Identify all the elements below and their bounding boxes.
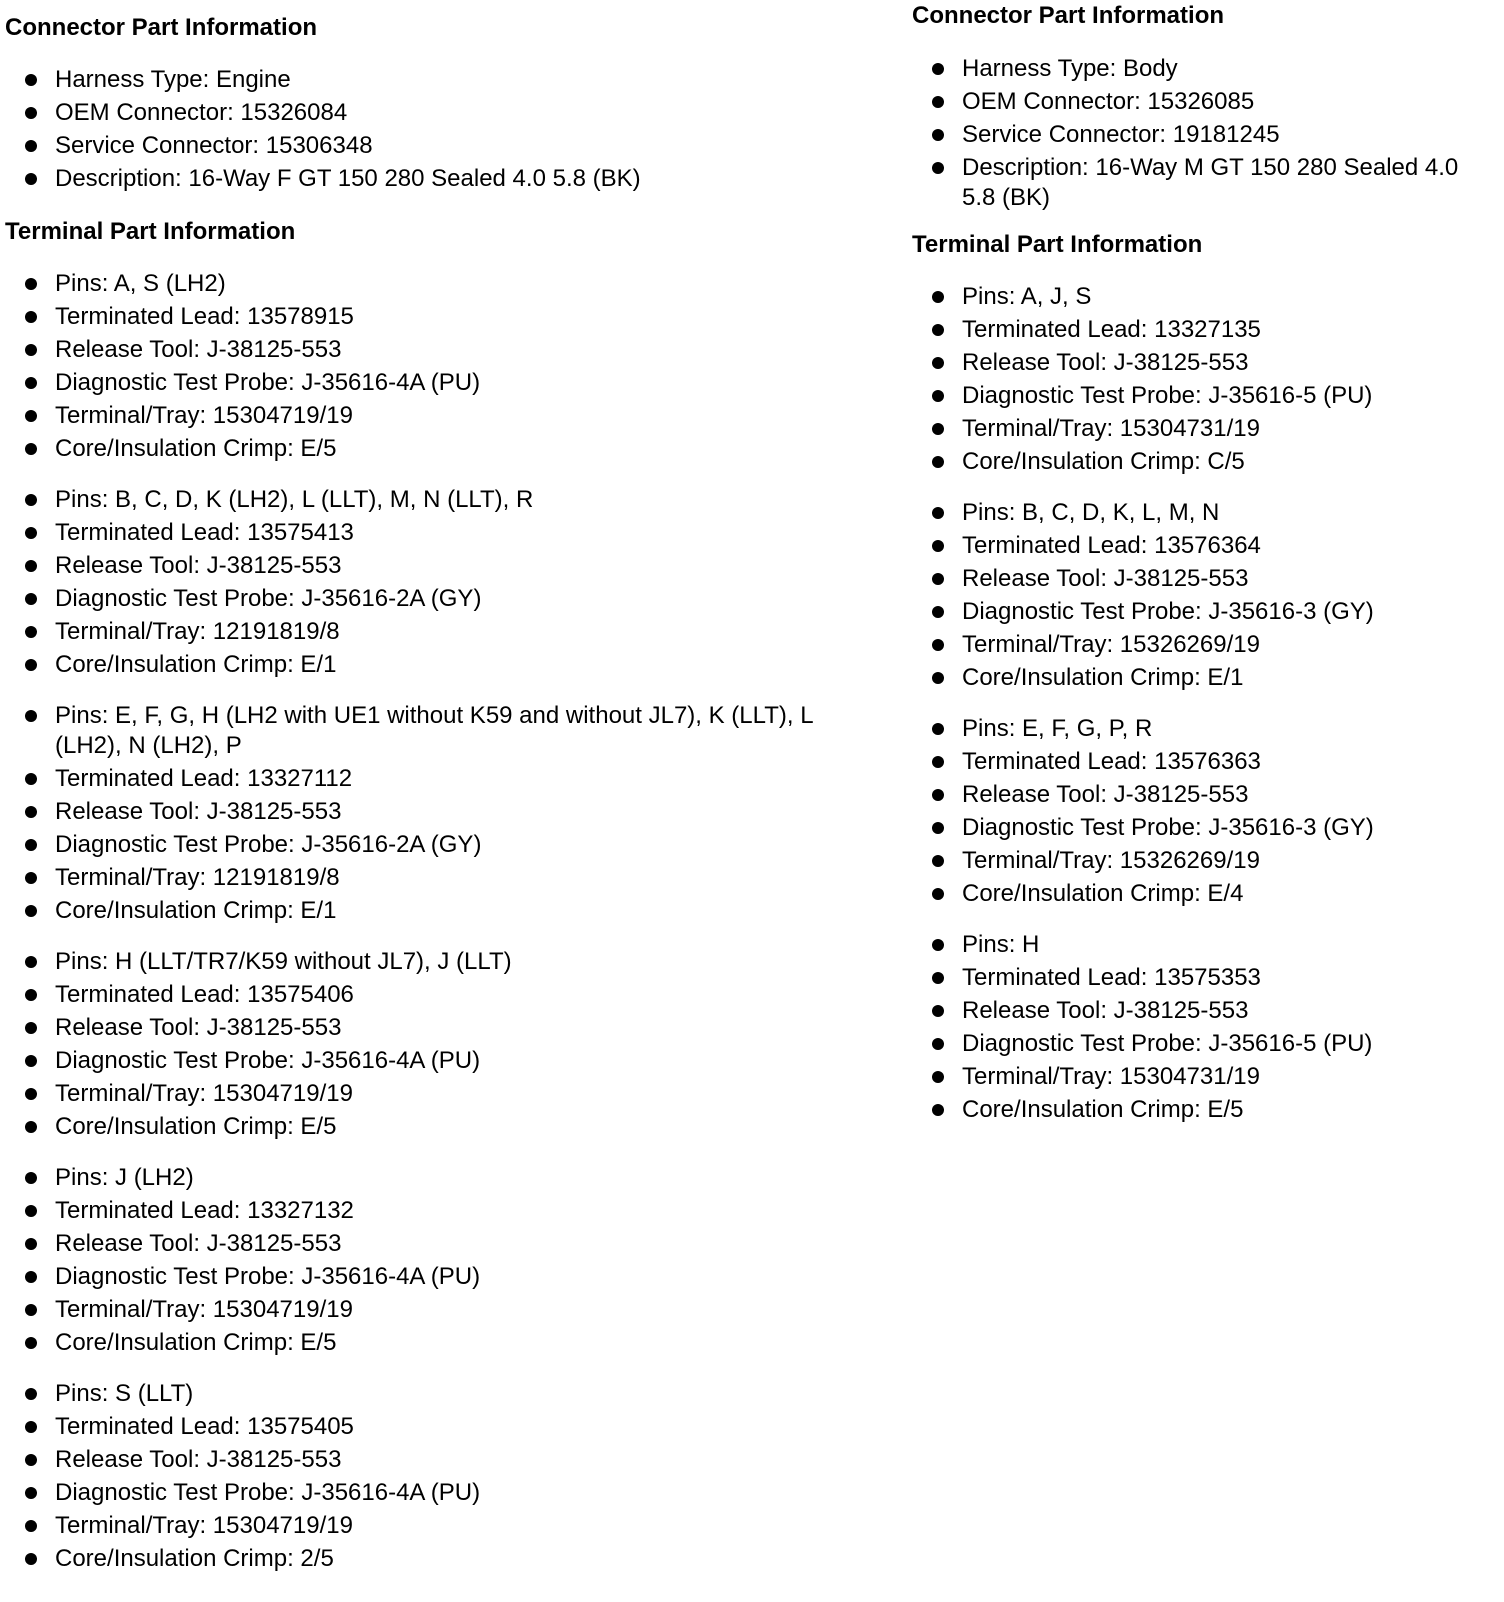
list-item: Release Tool: J-38125-553 [912, 780, 1492, 810]
list-item: Release Tool: J-38125-553 [5, 551, 865, 581]
list-item: Pins: J (LH2) [5, 1163, 865, 1193]
list-item: Terminal/Tray: 15304719/19 [5, 1295, 865, 1325]
list-item: Terminated Lead: 13575405 [5, 1412, 865, 1442]
list-item: Diagnostic Test Probe: J-35616-2A (GY) [5, 830, 865, 860]
list-item: Release Tool: J-38125-553 [5, 1229, 865, 1259]
terminal-group-4 [5, 947, 865, 1142]
list-item: Terminated Lead: 13576364 [912, 531, 1492, 561]
list-item: Release Tool: J-38125-553 [5, 1013, 865, 1043]
terminal-group-1 [912, 282, 1492, 477]
list-item: Terminal/Tray: 15304719/19 [5, 1511, 865, 1541]
list-item: Release Tool: J-38125-553 [5, 1445, 865, 1475]
left-connector-column [5, 0, 865, 1577]
list-item: Release Tool: J-38125-553 [912, 348, 1492, 378]
list-item: Diagnostic Test Probe: J-35616-3 (GY) [912, 597, 1492, 627]
terminal-group-1 [5, 269, 865, 464]
list-item: Pins: A, S (LH2) [5, 269, 865, 299]
list-item: Diagnostic Test Probe: J-35616-4A (PU) [5, 368, 865, 398]
list-item: Release Tool: J-38125-553 [5, 335, 865, 365]
list-item: Terminal/Tray: 15304719/19 [5, 401, 865, 431]
list-item: Release Tool: J-38125-553 [912, 564, 1492, 594]
list-item: Pins: H (LLT/TR7/K59 without JL7), J (LLT) [5, 947, 865, 977]
list-item: Pins: S (LLT) [5, 1379, 865, 1409]
list-item: Terminated Lead: 13578915 [5, 302, 865, 332]
list-item: Core/Insulation Crimp: E/1 [5, 896, 865, 926]
list-item: Core/Insulation Crimp: E/4 [912, 879, 1492, 909]
list-item: Pins: B, C, D, K (LH2), L (LLT), M, N (LLT), R [5, 485, 865, 515]
list-item: Core/Insulation Crimp: C/5 [912, 447, 1492, 477]
terminal-group-2 [912, 498, 1492, 693]
list-item: Pins: E, F, G, H (LH2 with UE1 without K59 and without JL7), K (LLT), L (LH2), N (LH2), P [5, 701, 865, 761]
list-item: Description: 16-Way M GT 150 280 Sealed 4.0 5.8 (BK) [912, 153, 1492, 213]
list-item: Core/Insulation Crimp: 2/5 [5, 1544, 865, 1574]
list-item: Description: 16-Way F GT 150 280 Sealed 4.0 5.8 (BK) [5, 164, 865, 194]
list-item: Diagnostic Test Probe: J-35616-4A (PU) [5, 1046, 865, 1076]
list-item: Pins: H [912, 930, 1492, 960]
terminal-group-3 [912, 714, 1492, 909]
connector-info-list [5, 65, 865, 194]
list-item: Terminated Lead: 13327132 [5, 1196, 865, 1226]
list-item: Core/Insulation Crimp: E/5 [5, 434, 865, 464]
terminal-group-4 [912, 930, 1492, 1125]
list-item: Release Tool: J-38125-553 [912, 996, 1492, 1026]
list-item: Core/Insulation Crimp: E/1 [912, 663, 1492, 693]
terminal-group-6 [5, 1379, 865, 1574]
right-connector-column [912, 0, 1492, 1128]
terminal-group-5 [5, 1163, 865, 1358]
list-item: Terminated Lead: 13576363 [912, 747, 1492, 777]
list-item: Harness Type: Engine [5, 65, 865, 95]
list-item: Terminal/Tray: 15304731/19 [912, 1062, 1492, 1092]
list-item: Diagnostic Test Probe: J-35616-4A (PU) [5, 1262, 865, 1292]
list-item: Terminal/Tray: 15304719/19 [5, 1079, 865, 1109]
connector-part-heading: Connector Part Information [5, 14, 318, 41]
list-item: Harness Type: Body [912, 54, 1492, 84]
list-item: Terminal/Tray: 12191819/8 [5, 617, 865, 647]
list-item: Diagnostic Test Probe: J-35616-3 (GY) [912, 813, 1492, 843]
list-item: Terminated Lead: 13575406 [5, 980, 865, 1010]
list-item: Core/Insulation Crimp: E/5 [5, 1112, 865, 1142]
list-item: Terminated Lead: 13575413 [5, 518, 865, 548]
list-item: Pins: B, C, D, K, L, M, N [912, 498, 1492, 528]
list-item: Pins: A, J, S [912, 282, 1492, 312]
list-item: Terminal/Tray: 15326269/19 [912, 630, 1492, 660]
list-item: Service Connector: 15306348 [5, 131, 865, 161]
list-item: Terminated Lead: 13327135 [912, 315, 1492, 345]
list-item: Service Connector: 19181245 [912, 120, 1492, 150]
list-item: Terminal/Tray: 15326269/19 [912, 846, 1492, 876]
list-item: Core/Insulation Crimp: E/5 [5, 1328, 865, 1358]
list-item: Core/Insulation Crimp: E/1 [5, 650, 865, 680]
list-item: Diagnostic Test Probe: J-35616-5 (PU) [912, 1029, 1492, 1059]
terminal-part-heading: Terminal Part Information [912, 231, 1203, 258]
list-item: Terminated Lead: 13327112 [5, 764, 865, 794]
list-item: Terminal/Tray: 15304731/19 [912, 414, 1492, 444]
terminal-group-2 [5, 485, 865, 680]
list-item: OEM Connector: 15326085 [912, 87, 1492, 117]
connector-part-heading: Connector Part Information [912, 2, 1225, 29]
list-item: Diagnostic Test Probe: J-35616-4A (PU) [5, 1478, 865, 1508]
connector-info-list [912, 54, 1492, 213]
list-item: Core/Insulation Crimp: E/5 [912, 1095, 1492, 1125]
list-item: Pins: E, F, G, P, R [912, 714, 1492, 744]
list-item: Diagnostic Test Probe: J-35616-5 (PU) [912, 381, 1492, 411]
list-item: Terminal/Tray: 12191819/8 [5, 863, 865, 893]
list-item: Terminated Lead: 13575353 [912, 963, 1492, 993]
terminal-part-heading: Terminal Part Information [5, 218, 296, 245]
list-item: OEM Connector: 15326084 [5, 98, 865, 128]
list-item: Release Tool: J-38125-553 [5, 797, 865, 827]
list-item: Diagnostic Test Probe: J-35616-2A (GY) [5, 584, 865, 614]
terminal-group-3 [5, 701, 865, 926]
